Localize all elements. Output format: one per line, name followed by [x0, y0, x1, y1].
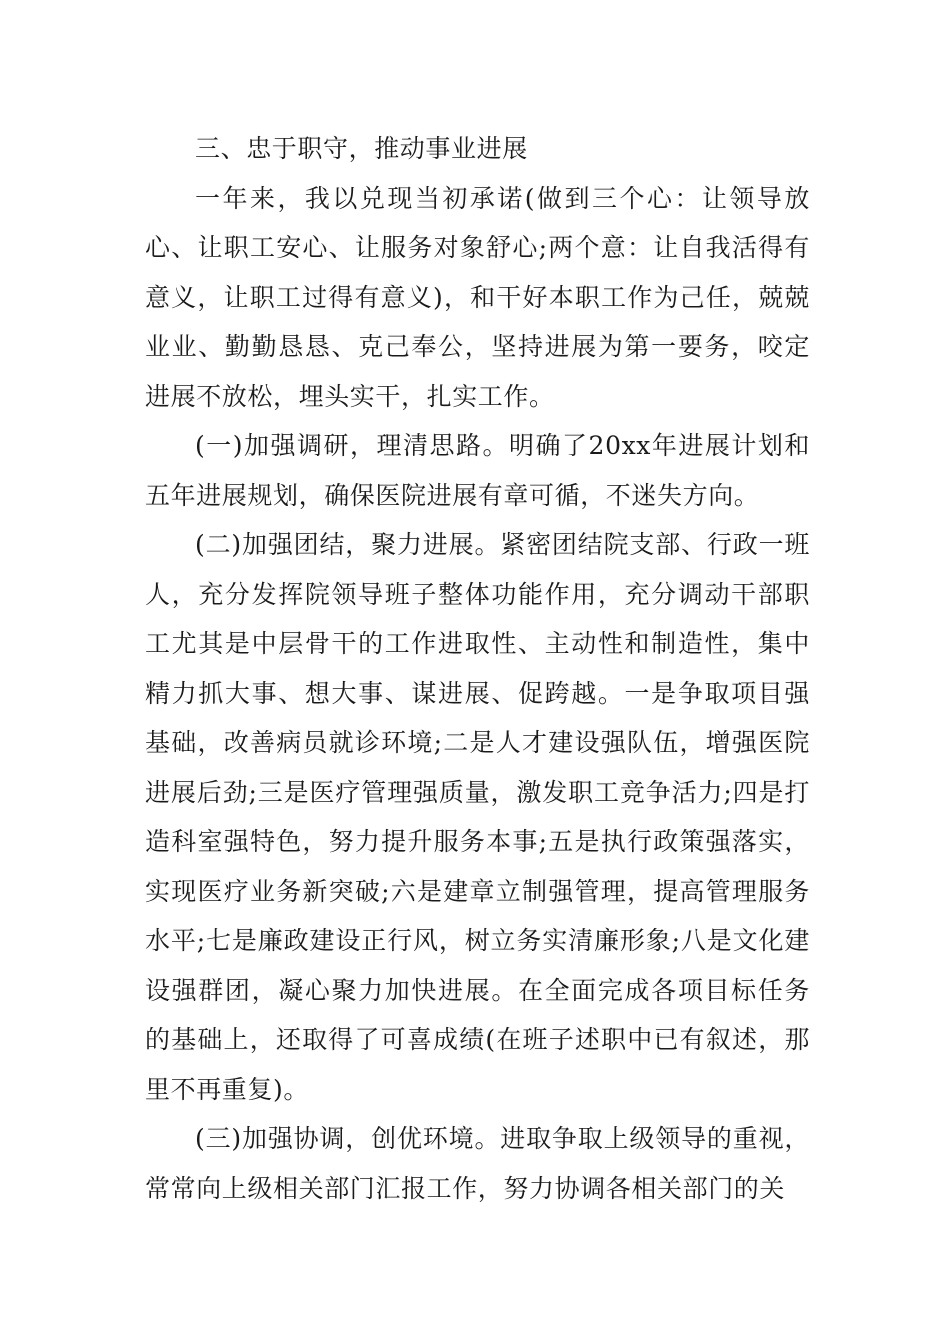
section-heading: 三、忠于职守，推动事业进展 — [195, 134, 528, 163]
document-body — [145, 124, 810, 1213]
paragraph-unity: (二)加强团结，聚力进展。紧密团结院支部、行政一班人，充分发挥院领导班子整体功能作用，充分调动干部职工尤其是中层骨干的工作进取性、主动性和制造性，集中精力抓大事、想大事、谋进展、促跨越。一是争取项目强基础，改善病员就诊环境;二是人才建设强队伍，增强医院进展后劲;三是医疗管理强质量，激发职工竞争活力;四是打造科室强特色，努力提升服务本事;五是执行政策强落实，实现医疗业务新突破;六是建章立制强管理，提高管理服务水平;七是廉政建设正行风，树立务实清廉形象;八是文化建设强群团，凝心聚力加快进展。在全面完成各项目标任务的基础上，还取得了可喜成绩(在班子述职中已有叙述，那里不再重复)。 — [145, 530, 810, 1104]
paragraph-research: (一)加强调研，理清思路。明确了20xx年进展计划和五年进展规划，确保医院进展有章可循，不迷失方向。 — [145, 431, 810, 510]
paragraph-coordination: (三)加强协调，创优环境。进取争取上级领导的重视，常常向上级相关部门汇报工作，努力协调各相关部门的关 — [145, 1124, 810, 1203]
paragraph-intro: 一年来，我以兑现当初承诺(做到三个心：让领导放心、让职工安心、让服务对象舒心;两个意：让自我活得有意义，让职工过得有意义)，和干好本职工作为己任，兢兢业业、勤勤恳恳、克己奉公，坚持进展为第一要务，咬定进展不放松，埋头实干，扎实工作。 — [145, 183, 810, 411]
